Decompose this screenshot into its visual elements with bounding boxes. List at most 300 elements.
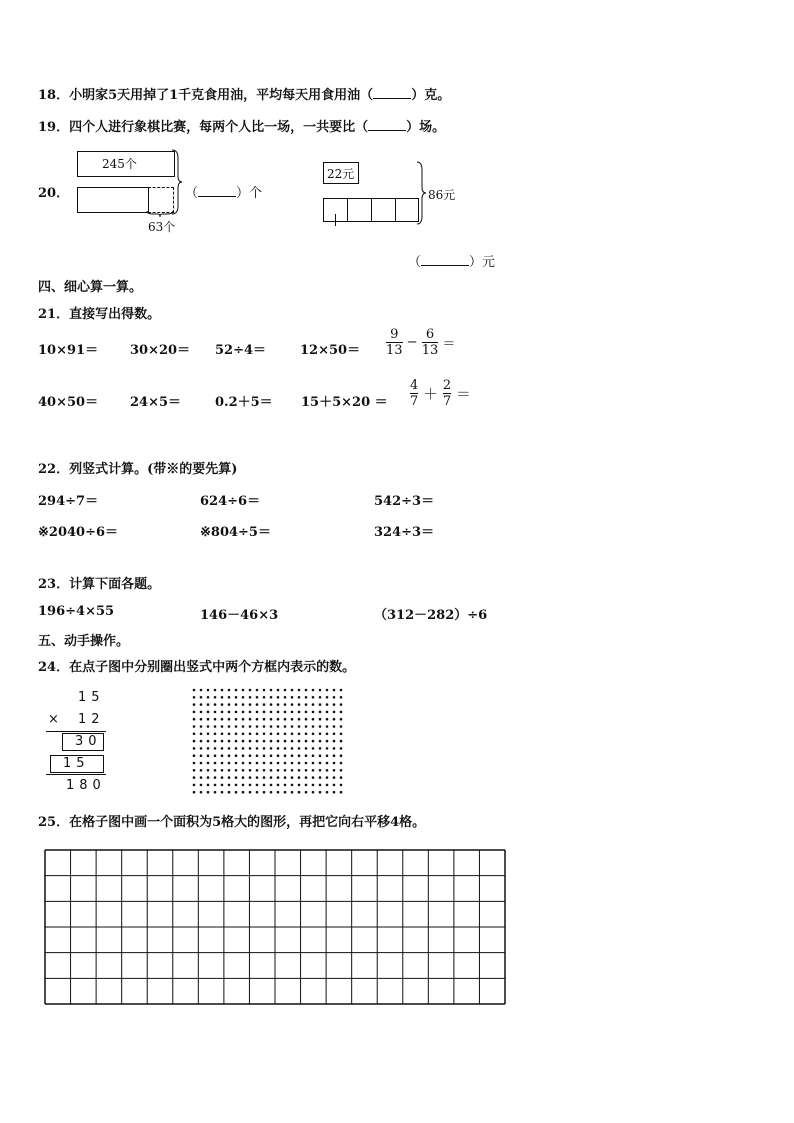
dot[interactable] xyxy=(319,711,322,714)
dot[interactable] xyxy=(221,776,224,779)
dot[interactable] xyxy=(312,754,315,757)
dot[interactable] xyxy=(228,769,231,772)
dot[interactable] xyxy=(284,711,287,714)
dot[interactable] xyxy=(256,762,259,765)
dot[interactable] xyxy=(305,711,308,714)
dot[interactable] xyxy=(235,733,238,736)
dot[interactable] xyxy=(340,718,343,721)
dot[interactable] xyxy=(305,776,308,779)
dot[interactable] xyxy=(291,784,294,787)
dot[interactable] xyxy=(277,762,280,765)
dot[interactable] xyxy=(326,725,329,728)
dot[interactable] xyxy=(256,711,259,714)
dot[interactable] xyxy=(193,769,196,772)
dot[interactable] xyxy=(305,703,308,706)
dot[interactable] xyxy=(326,733,329,736)
dot[interactable] xyxy=(200,754,203,757)
dot[interactable] xyxy=(193,711,196,714)
dot[interactable] xyxy=(291,689,294,692)
dot[interactable] xyxy=(242,689,245,692)
dot[interactable] xyxy=(200,769,203,772)
dot[interactable] xyxy=(326,689,329,692)
dot[interactable] xyxy=(242,696,245,699)
dot[interactable] xyxy=(319,718,322,721)
dot[interactable] xyxy=(312,725,315,728)
dot[interactable] xyxy=(249,696,252,699)
dot[interactable] xyxy=(249,711,252,714)
dot[interactable] xyxy=(200,791,203,794)
dot[interactable] xyxy=(284,776,287,779)
dot[interactable] xyxy=(228,776,231,779)
dot[interactable] xyxy=(263,703,266,706)
dot[interactable] xyxy=(340,689,343,692)
dot[interactable] xyxy=(291,696,294,699)
dot[interactable] xyxy=(305,747,308,750)
dot[interactable] xyxy=(193,791,196,794)
dot[interactable] xyxy=(270,762,273,765)
dot[interactable] xyxy=(270,689,273,692)
dot[interactable] xyxy=(333,725,336,728)
dot[interactable] xyxy=(298,689,301,692)
dot[interactable] xyxy=(256,740,259,743)
dot[interactable] xyxy=(291,769,294,772)
dot[interactable] xyxy=(277,740,280,743)
dot[interactable] xyxy=(193,733,196,736)
dot[interactable] xyxy=(319,769,322,772)
dot[interactable] xyxy=(263,733,266,736)
dot[interactable] xyxy=(298,769,301,772)
dot[interactable] xyxy=(305,718,308,721)
dot[interactable] xyxy=(256,784,259,787)
dot[interactable] xyxy=(340,769,343,772)
dot[interactable] xyxy=(249,740,252,743)
dot[interactable] xyxy=(284,784,287,787)
dot[interactable] xyxy=(319,725,322,728)
dot[interactable] xyxy=(326,754,329,757)
dot[interactable] xyxy=(270,696,273,699)
dot[interactable] xyxy=(333,747,336,750)
dot[interactable] xyxy=(228,762,231,765)
dot[interactable] xyxy=(340,791,343,794)
dot[interactable] xyxy=(284,747,287,750)
dot[interactable] xyxy=(256,696,259,699)
dot[interactable] xyxy=(221,754,224,757)
dot[interactable] xyxy=(242,791,245,794)
dot[interactable] xyxy=(249,776,252,779)
dot[interactable] xyxy=(249,769,252,772)
dot[interactable] xyxy=(221,696,224,699)
dot[interactable] xyxy=(242,718,245,721)
dot[interactable] xyxy=(284,703,287,706)
dot[interactable] xyxy=(277,725,280,728)
dot[interactable] xyxy=(214,769,217,772)
dot[interactable] xyxy=(312,696,315,699)
dot[interactable] xyxy=(256,703,259,706)
dot[interactable] xyxy=(214,754,217,757)
dot[interactable] xyxy=(249,747,252,750)
dot[interactable] xyxy=(298,740,301,743)
dot[interactable] xyxy=(340,711,343,714)
dot[interactable] xyxy=(200,740,203,743)
dot[interactable] xyxy=(291,776,294,779)
dot[interactable] xyxy=(200,696,203,699)
dot[interactable] xyxy=(235,696,238,699)
dot[interactable] xyxy=(277,747,280,750)
dot[interactable] xyxy=(207,696,210,699)
dot[interactable] xyxy=(270,711,273,714)
dot[interactable] xyxy=(200,762,203,765)
dot[interactable] xyxy=(298,696,301,699)
dot[interactable] xyxy=(207,703,210,706)
dot[interactable] xyxy=(333,784,336,787)
dot[interactable] xyxy=(319,689,322,692)
dot[interactable] xyxy=(319,762,322,765)
dot[interactable] xyxy=(312,711,315,714)
dot[interactable] xyxy=(249,718,252,721)
dot[interactable] xyxy=(221,711,224,714)
dot[interactable] xyxy=(270,754,273,757)
dot[interactable] xyxy=(291,754,294,757)
dot[interactable] xyxy=(200,747,203,750)
dot[interactable] xyxy=(228,725,231,728)
dot[interactable] xyxy=(214,762,217,765)
dot[interactable] xyxy=(193,754,196,757)
dot[interactable] xyxy=(235,769,238,772)
dot[interactable] xyxy=(291,703,294,706)
dot[interactable] xyxy=(242,754,245,757)
dot[interactable] xyxy=(312,733,315,736)
dot[interactable] xyxy=(277,689,280,692)
dot[interactable] xyxy=(256,791,259,794)
dot[interactable] xyxy=(214,711,217,714)
dot[interactable] xyxy=(242,769,245,772)
dot[interactable] xyxy=(305,733,308,736)
dot[interactable] xyxy=(263,769,266,772)
dot[interactable] xyxy=(319,733,322,736)
dot[interactable] xyxy=(207,689,210,692)
dot[interactable] xyxy=(270,791,273,794)
dot[interactable] xyxy=(326,740,329,743)
dot[interactable] xyxy=(235,747,238,750)
dot[interactable] xyxy=(291,791,294,794)
dot[interactable] xyxy=(326,711,329,714)
dot[interactable] xyxy=(263,725,266,728)
dot[interactable] xyxy=(242,711,245,714)
dot[interactable] xyxy=(228,703,231,706)
dot[interactable] xyxy=(214,776,217,779)
dot[interactable] xyxy=(284,725,287,728)
dot[interactable] xyxy=(263,689,266,692)
dot[interactable] xyxy=(235,711,238,714)
dot[interactable] xyxy=(277,776,280,779)
dot[interactable] xyxy=(340,784,343,787)
q20-right-blank[interactable] xyxy=(421,253,469,266)
dot[interactable] xyxy=(333,791,336,794)
dot[interactable] xyxy=(340,703,343,706)
dot[interactable] xyxy=(312,689,315,692)
dot[interactable] xyxy=(221,740,224,743)
dot[interactable] xyxy=(256,747,259,750)
dot[interactable] xyxy=(263,762,266,765)
dot[interactable] xyxy=(235,791,238,794)
dot[interactable] xyxy=(235,776,238,779)
dot[interactable] xyxy=(235,754,238,757)
dot[interactable] xyxy=(291,762,294,765)
dot[interactable] xyxy=(298,791,301,794)
dot[interactable] xyxy=(340,740,343,743)
dot[interactable] xyxy=(249,733,252,736)
dot[interactable] xyxy=(207,791,210,794)
dot[interactable] xyxy=(249,725,252,728)
dot[interactable] xyxy=(256,718,259,721)
dot[interactable] xyxy=(333,754,336,757)
dot[interactable] xyxy=(235,689,238,692)
dot[interactable] xyxy=(228,696,231,699)
dot[interactable] xyxy=(298,733,301,736)
dot[interactable] xyxy=(249,703,252,706)
dot[interactable] xyxy=(242,776,245,779)
dot[interactable] xyxy=(270,776,273,779)
dot[interactable] xyxy=(326,791,329,794)
dot[interactable] xyxy=(200,776,203,779)
dot[interactable] xyxy=(333,733,336,736)
dot[interactable] xyxy=(305,791,308,794)
dot[interactable] xyxy=(298,711,301,714)
q18-answer-blank[interactable] xyxy=(373,86,411,99)
dot[interactable] xyxy=(284,754,287,757)
dot[interactable] xyxy=(319,784,322,787)
dot[interactable] xyxy=(312,769,315,772)
dot[interactable] xyxy=(235,703,238,706)
dot[interactable] xyxy=(200,733,203,736)
dot[interactable] xyxy=(277,791,280,794)
dot[interactable] xyxy=(221,784,224,787)
dot[interactable] xyxy=(333,740,336,743)
dot[interactable] xyxy=(319,776,322,779)
dot[interactable] xyxy=(242,733,245,736)
dot[interactable] xyxy=(214,689,217,692)
dot[interactable] xyxy=(200,718,203,721)
dot[interactable] xyxy=(305,784,308,787)
dot[interactable] xyxy=(207,747,210,750)
dot[interactable] xyxy=(333,769,336,772)
dot[interactable] xyxy=(291,725,294,728)
dot[interactable] xyxy=(193,776,196,779)
dot[interactable] xyxy=(193,703,196,706)
dot[interactable] xyxy=(277,718,280,721)
dot[interactable] xyxy=(228,733,231,736)
dot[interactable] xyxy=(214,784,217,787)
dot[interactable] xyxy=(200,689,203,692)
dot[interactable] xyxy=(319,703,322,706)
dot[interactable] xyxy=(214,791,217,794)
dot[interactable] xyxy=(277,784,280,787)
dot[interactable] xyxy=(291,711,294,714)
dot[interactable] xyxy=(291,740,294,743)
dot[interactable] xyxy=(221,747,224,750)
dot[interactable] xyxy=(200,784,203,787)
dot[interactable] xyxy=(193,718,196,721)
dot[interactable] xyxy=(228,718,231,721)
dot[interactable] xyxy=(333,718,336,721)
dot[interactable] xyxy=(340,776,343,779)
dot[interactable] xyxy=(326,784,329,787)
dot[interactable] xyxy=(270,784,273,787)
dot[interactable] xyxy=(221,769,224,772)
dot[interactable] xyxy=(340,733,343,736)
dot[interactable] xyxy=(235,740,238,743)
dot[interactable] xyxy=(214,703,217,706)
dot[interactable] xyxy=(193,762,196,765)
dot[interactable] xyxy=(277,769,280,772)
dot[interactable] xyxy=(221,689,224,692)
dot[interactable] xyxy=(270,733,273,736)
dot[interactable] xyxy=(256,725,259,728)
dot[interactable] xyxy=(277,754,280,757)
dot[interactable] xyxy=(214,733,217,736)
dot[interactable] xyxy=(200,703,203,706)
dot[interactable] xyxy=(221,703,224,706)
dot[interactable] xyxy=(207,733,210,736)
dot[interactable] xyxy=(207,784,210,787)
dot[interactable] xyxy=(319,740,322,743)
dot[interactable] xyxy=(242,784,245,787)
dot[interactable] xyxy=(242,703,245,706)
dot[interactable] xyxy=(284,733,287,736)
dot[interactable] xyxy=(298,718,301,721)
dot[interactable] xyxy=(305,769,308,772)
dot[interactable] xyxy=(333,696,336,699)
dot[interactable] xyxy=(333,703,336,706)
dot[interactable] xyxy=(221,762,224,765)
dot[interactable] xyxy=(263,718,266,721)
dot[interactable] xyxy=(207,725,210,728)
dot[interactable] xyxy=(193,725,196,728)
dot[interactable] xyxy=(319,747,322,750)
dot[interactable] xyxy=(207,740,210,743)
dot[interactable] xyxy=(326,703,329,706)
dot[interactable] xyxy=(333,776,336,779)
dot[interactable] xyxy=(333,711,336,714)
dot[interactable] xyxy=(228,791,231,794)
dot[interactable] xyxy=(291,733,294,736)
dot[interactable] xyxy=(214,696,217,699)
dot[interactable] xyxy=(298,703,301,706)
dot[interactable] xyxy=(242,725,245,728)
dot[interactable] xyxy=(228,711,231,714)
dot[interactable] xyxy=(214,725,217,728)
dot[interactable] xyxy=(305,696,308,699)
dot[interactable] xyxy=(270,725,273,728)
dot[interactable] xyxy=(305,740,308,743)
dot[interactable] xyxy=(256,689,259,692)
dot[interactable] xyxy=(305,689,308,692)
dot[interactable] xyxy=(256,754,259,757)
dot[interactable] xyxy=(270,769,273,772)
dot[interactable] xyxy=(298,725,301,728)
dot[interactable] xyxy=(228,747,231,750)
dot[interactable] xyxy=(277,696,280,699)
dot[interactable] xyxy=(326,769,329,772)
dot[interactable] xyxy=(312,703,315,706)
dot[interactable] xyxy=(214,740,217,743)
dot[interactable] xyxy=(249,689,252,692)
dot[interactable] xyxy=(235,784,238,787)
dot[interactable] xyxy=(312,740,315,743)
dot[interactable] xyxy=(284,791,287,794)
dot[interactable] xyxy=(235,718,238,721)
dot[interactable] xyxy=(207,769,210,772)
dot[interactable] xyxy=(333,689,336,692)
dot[interactable] xyxy=(207,718,210,721)
dot[interactable] xyxy=(221,725,224,728)
dot[interactable] xyxy=(256,776,259,779)
dot[interactable] xyxy=(263,754,266,757)
dot[interactable] xyxy=(270,747,273,750)
dot[interactable] xyxy=(312,747,315,750)
dot[interactable] xyxy=(340,725,343,728)
dot[interactable] xyxy=(200,725,203,728)
dot[interactable] xyxy=(340,747,343,750)
dot[interactable] xyxy=(277,711,280,714)
dot[interactable] xyxy=(333,762,336,765)
dot[interactable] xyxy=(270,718,273,721)
dot[interactable] xyxy=(312,784,315,787)
dot[interactable] xyxy=(326,718,329,721)
dot[interactable] xyxy=(207,776,210,779)
dot[interactable] xyxy=(249,791,252,794)
dot[interactable] xyxy=(305,762,308,765)
dot[interactable] xyxy=(270,703,273,706)
dot[interactable] xyxy=(200,711,203,714)
dot[interactable] xyxy=(242,762,245,765)
dot[interactable] xyxy=(305,754,308,757)
dot[interactable] xyxy=(263,791,266,794)
dot[interactable] xyxy=(193,689,196,692)
dot[interactable] xyxy=(284,762,287,765)
dot[interactable] xyxy=(207,754,210,757)
dot[interactable] xyxy=(214,747,217,750)
dot[interactable] xyxy=(284,769,287,772)
dot[interactable] xyxy=(312,791,315,794)
dot[interactable] xyxy=(193,696,196,699)
dot[interactable] xyxy=(326,696,329,699)
dot[interactable] xyxy=(193,747,196,750)
dot[interactable] xyxy=(291,718,294,721)
dot[interactable] xyxy=(312,762,315,765)
dot[interactable] xyxy=(326,747,329,750)
dot[interactable] xyxy=(221,791,224,794)
dot[interactable] xyxy=(221,718,224,721)
dot[interactable] xyxy=(298,776,301,779)
dot[interactable] xyxy=(256,733,259,736)
dot[interactable] xyxy=(284,718,287,721)
dot[interactable] xyxy=(207,762,210,765)
dot[interactable] xyxy=(305,725,308,728)
dot[interactable] xyxy=(249,762,252,765)
dot[interactable] xyxy=(242,740,245,743)
dot[interactable] xyxy=(263,784,266,787)
dot[interactable] xyxy=(193,784,196,787)
dot[interactable] xyxy=(242,747,245,750)
dot[interactable] xyxy=(263,696,266,699)
dot[interactable] xyxy=(319,696,322,699)
dot[interactable] xyxy=(340,754,343,757)
q25-square-grid[interactable] xyxy=(44,849,506,1005)
dot[interactable] xyxy=(277,703,280,706)
dot[interactable] xyxy=(326,762,329,765)
dot[interactable] xyxy=(291,747,294,750)
